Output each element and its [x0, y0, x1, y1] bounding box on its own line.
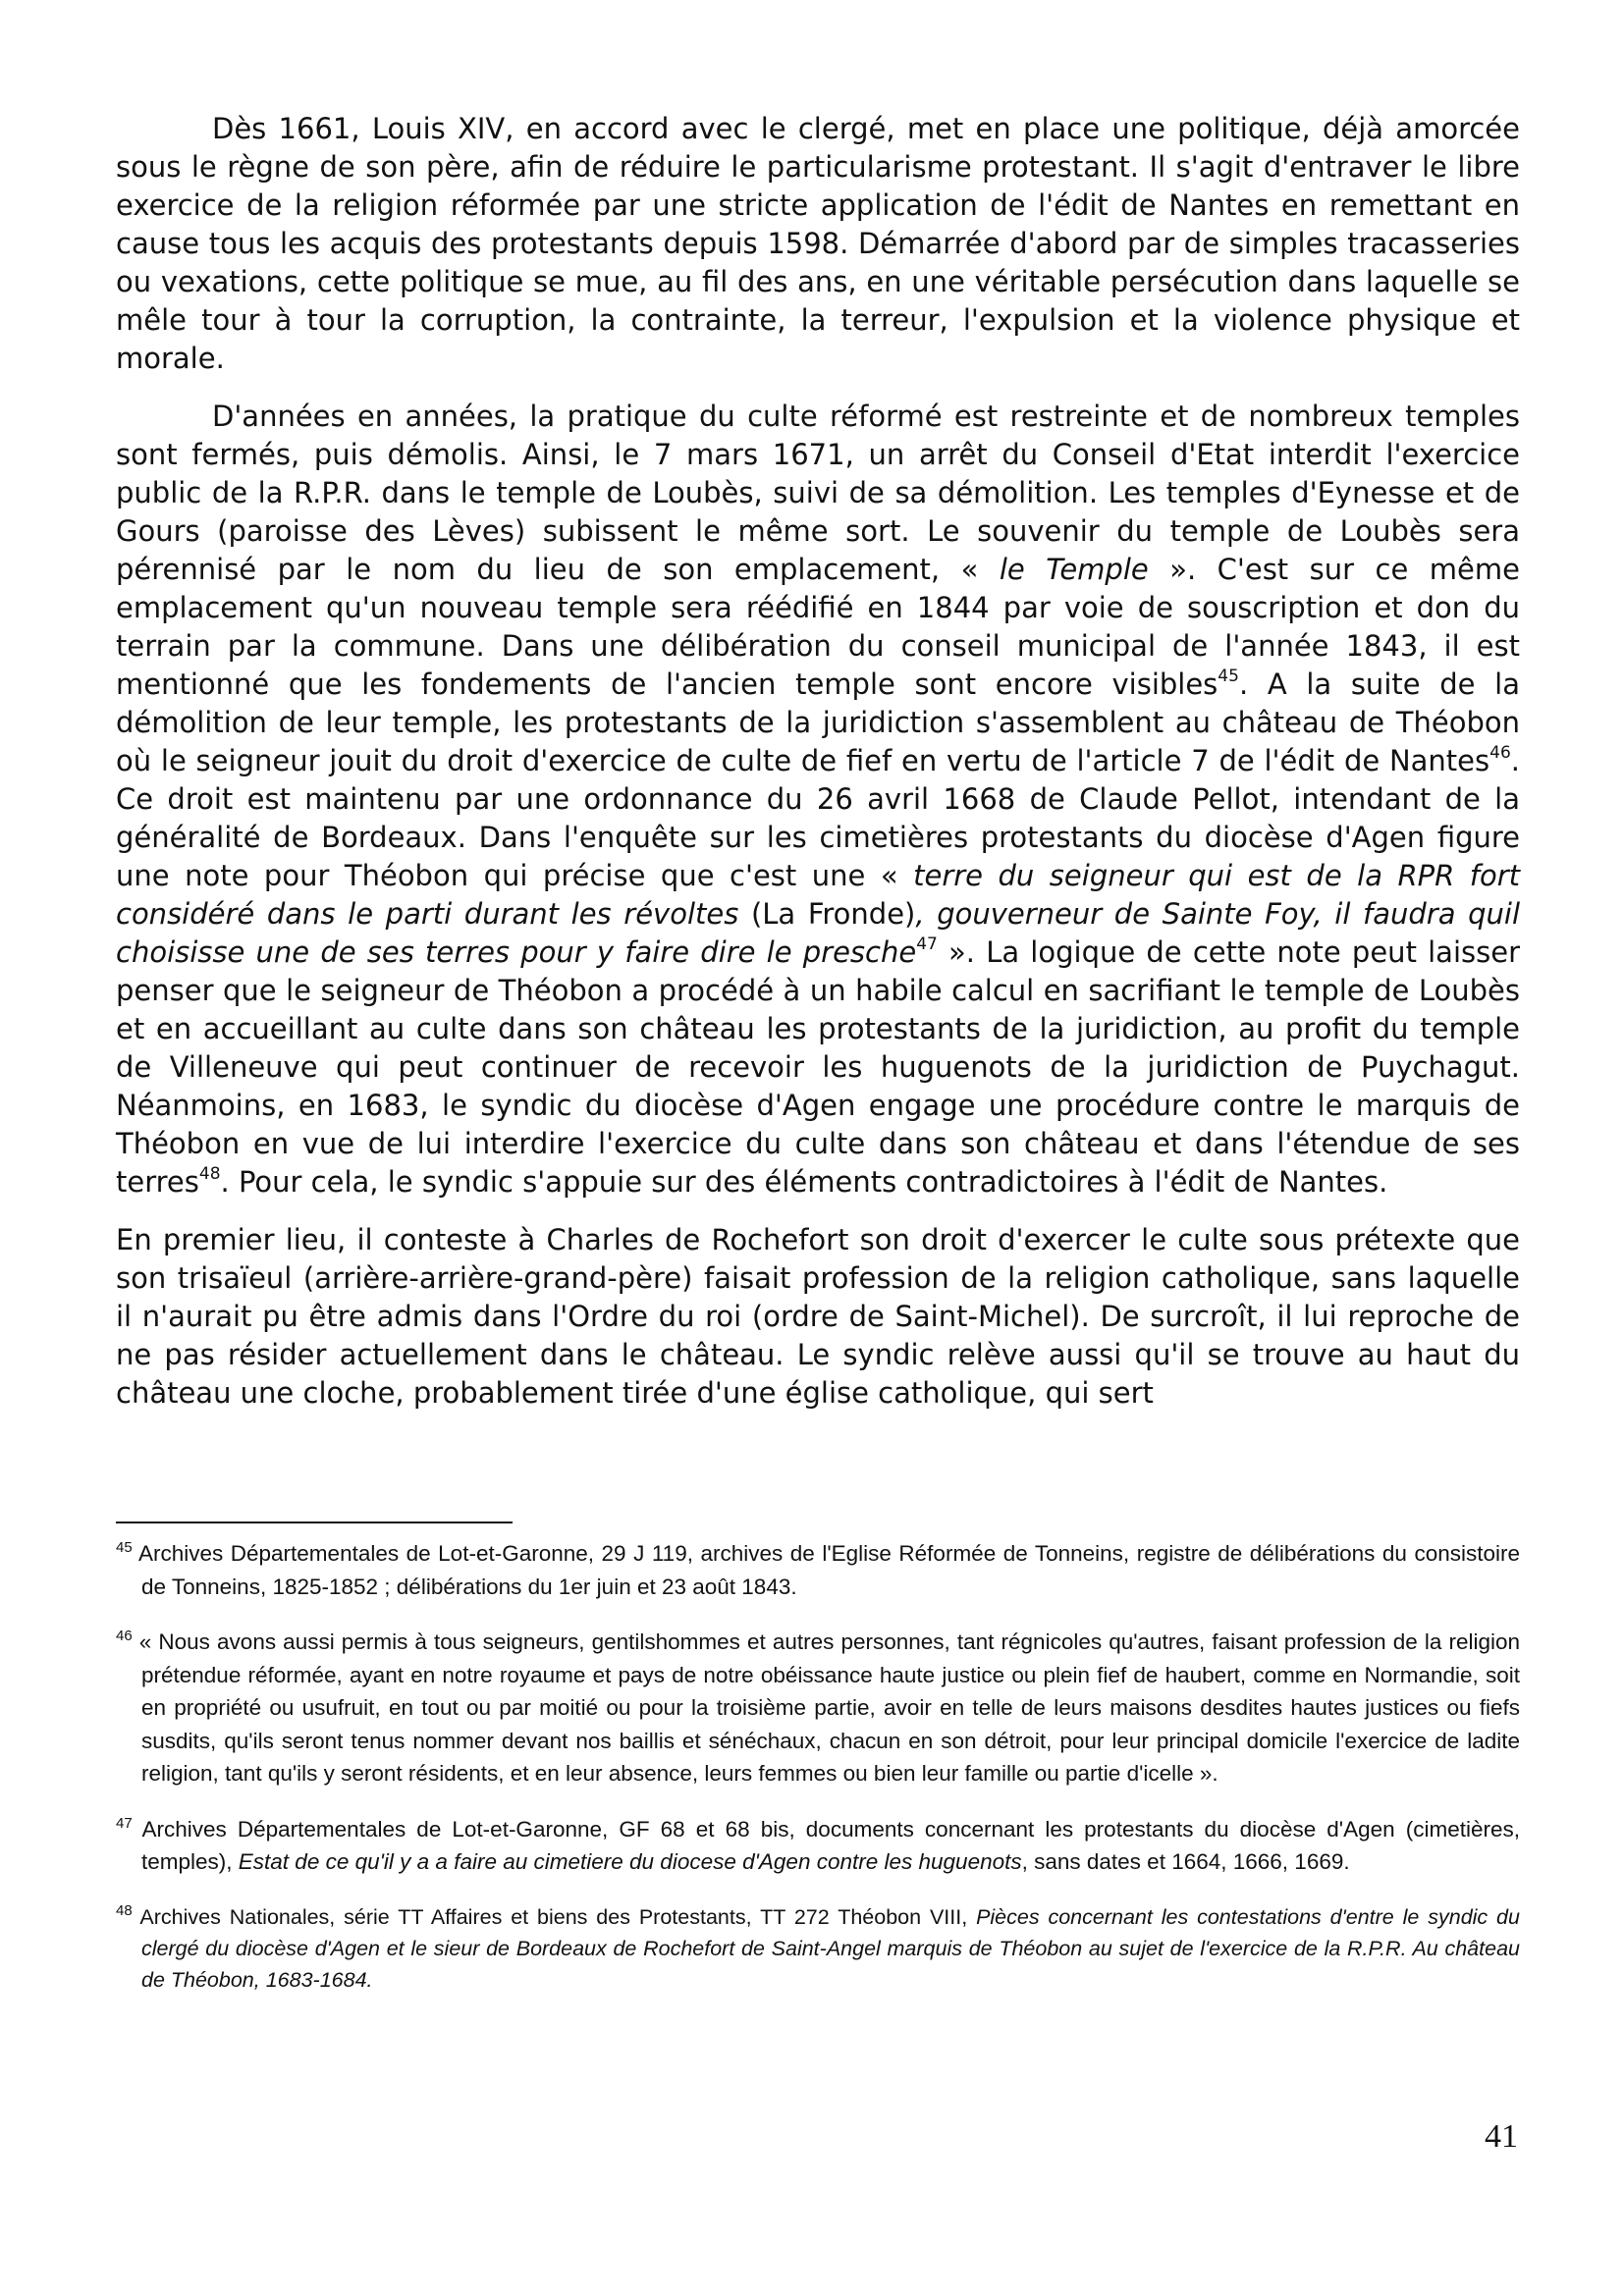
footnote-number: 46	[116, 1628, 133, 1644]
footnote-text: Archives Nationales, série TT Affaires et biens des Protestants, TT 272 Théobon VIII,	[139, 1904, 977, 1929]
paragraph-text: Dès 1661, Louis XIV, en accord avec le clergé, met en place une politique, déjà amorcée sous le règne de son père, afin de réduire le particularisme protestant. Il s'agit d'entraver le libre exercice de la religion réformée par une stricte application de l'édit de Nantes en remettant en cause tous les acquis des protestants depuis 1598. Démarrée d'abord par de simples tracasseries ou vexations, cette politique se mue, au fil des ans, en une véritable persécution dans laquelle se mêle tour à tour la corruption, la contrainte, la terreur, l'expulsion et la violence physique et morale.	[116, 112, 1520, 375]
footnote-48	[116, 1901, 1520, 1996]
footnote-separator	[116, 1522, 513, 1523]
footnotes	[116, 1537, 1520, 2018]
footnote-text: « Nous avons aussi permis à tous seigneurs, gentilshommes et autres personnes, tant régnicoles qu'autres, faisant profession de la religion prétendue réformée, ayant en notre royaume et pays de notre obéissance haute justice ou plein fief de haubert, comme en Normandie, soit en propriété ou usufruit, en tout ou par moitié ou pour la troisième partie, avoir en telle de leurs maisons desdites hautes justices ou fiefs susdits, qu'ils seront tenus nommer devant nos baillis et sénéchaux, chacun en son détroit, pour leur principal domicile l'exercice de ladite religion, tant qu'ils y seront résidents, et en leur absence, leurs femmes ou bien leur famille ou partie d'icelle ».	[138, 1629, 1520, 1786]
footnote-italic-title: Pièces concernant les contestations d'entre le syndic du clergé du diocèse d'Agen et le sieur de Bordeaux de Rochefort de Saint-Angel marquis de Théobon au sujet de l'exercice de la R.P.R. Au château de Théobon, 1683-1684.	[141, 1904, 1520, 1992]
footnote-number: 48	[116, 1901, 133, 1919]
footnote-ref-48[interactable]: 48	[198, 1164, 221, 1184]
footnote-ref-46[interactable]: 46	[1489, 743, 1511, 763]
paragraph-text: . Ce droit est maintenu par une ordonnance du 26 avril 1668 de Claude Pellot, intendant de la généralité de Bordeaux. Dans l'enquête sur les cimetières protestants du diocèse d'Agen figure une note pour Théobon qui précise que c'est une «	[116, 744, 1520, 892]
footnote-45	[116, 1537, 1520, 1603]
footnote-number: 47	[116, 1814, 133, 1832]
footnote-47	[116, 1813, 1520, 1879]
footnote-ref-47[interactable]: 47	[916, 934, 938, 954]
footnote-text: Archives Départementales de Lot-et-Garonne, GF 68 et 68 bis, documents concernant les protestants du diocèse d'Agen (cimetières, temples),	[141, 1816, 1520, 1874]
paragraph-text: . Pour cela, le syndic s'appuie sur des éléments contradictoires à l'édit de Nantes.	[220, 1165, 1388, 1199]
footnote-number: 45	[116, 1539, 133, 1556]
italic-quote: terre du seigneur qui est de la RPR fort considéré dans le parti durant les révoltes	[116, 859, 1521, 931]
footnote-italic-title: Estat de ce qu'il y a a faire au cimetiere du diocese d'Agen contre les huguenots	[238, 1849, 1022, 1874]
page-number: 41	[1485, 2118, 1518, 2155]
italic-place-name: le Temple	[999, 553, 1149, 586]
paragraph-3	[116, 1221, 1520, 1413]
paragraph-text: ». C'est sur ce même emplacement qu'un nouveau temple sera réédifié en 1844 par voie de souscription et don du terrain par la commune. Dans une délibération du conseil municipal de l'année 1843, il est mentionné que les fondements de l'ancien temple sont encore visibles	[116, 553, 1520, 701]
paragraph-text: En premier lieu, il conteste à Charles de Rochefort son droit d'exercer le culte sous prétexte que son trisaïeul (arrière-arrière-grand-père) faisait profession de la religion catholique, sans laquelle il n'aurait pu être admis dans l'Ordre du roi (ordre de Saint-Michel). De surcroît, il lui reproche de ne pas résider actuellement dans le château. Le syndic relève aussi qu'il se trouve au haut du château une cloche, probablement tirée d'une église catholique, qui sert	[116, 1223, 1520, 1410]
paragraph-1	[116, 110, 1520, 378]
paragraph-2	[116, 398, 1520, 1201]
paragraph-text: D'années en années, la pratique du culte réformé est restreinte et de nombreux temples sont fermés, puis démolis. Ainsi, le 7 mars 1671, un arrêt du Conseil d'Etat interdit l'exercice public de la R.P.R. dans le temple de Loubès, suivi de sa démolition. Les temples d'Eynesse et de Gours (paroisse des Lèves) subissent le même sort. Le souvenir du temple de Loubès sera pérennisé par le nom du lieu de son emplacement, «	[116, 400, 1520, 586]
footnote-text: , sans dates et 1664, 1666, 1669.	[1021, 1849, 1350, 1874]
footnote-46	[116, 1626, 1520, 1790]
paragraph-text: (La Fronde)	[738, 897, 916, 931]
footnote-ref-45[interactable]: 45	[1218, 667, 1239, 686]
paragraph-text: . A la suite de la démolition de leur temple, les protestants de la juridiction s'assemblent au château de Théobon où le seigneur jouit du droit d'exercice de culte de fief en vertu de l'article 7 de l'édit de Nantes	[116, 667, 1520, 777]
footnote-text: Archives Départementales de Lot-et-Garonne, 29 J 119, archives de l'Eglise Réformée de Tonneins, registre de délibérations du consistoire de Tonneins, 1825-1852 ; délibérations du 1er juin et 23 août 1843.	[137, 1541, 1520, 1599]
italic-quote: , gouverneur de Sainte Foy, il faudra quil choisisse une de ses terres pour y faire dire le presche	[116, 897, 1520, 969]
paragraph-text: ». La logique de cette note peut laisser penser que le seigneur de Théobon a procédé à un habile calcul en sacrifiant le temple de Loubès et en accueillant au culte dans son château les protestants de la juridiction, au profit du temple de Villeneuve qui peut continuer de recevoir les huguenots de la juridiction de Puychagut. Néanmoins, en 1683, le syndic du diocèse d'Agen engage une procédure contre le marquis de Théobon en vue de lui interdire l'exercice du culte dans son château et dans l'étendue de ses terres	[116, 935, 1520, 1199]
main-text	[116, 110, 1520, 1432]
